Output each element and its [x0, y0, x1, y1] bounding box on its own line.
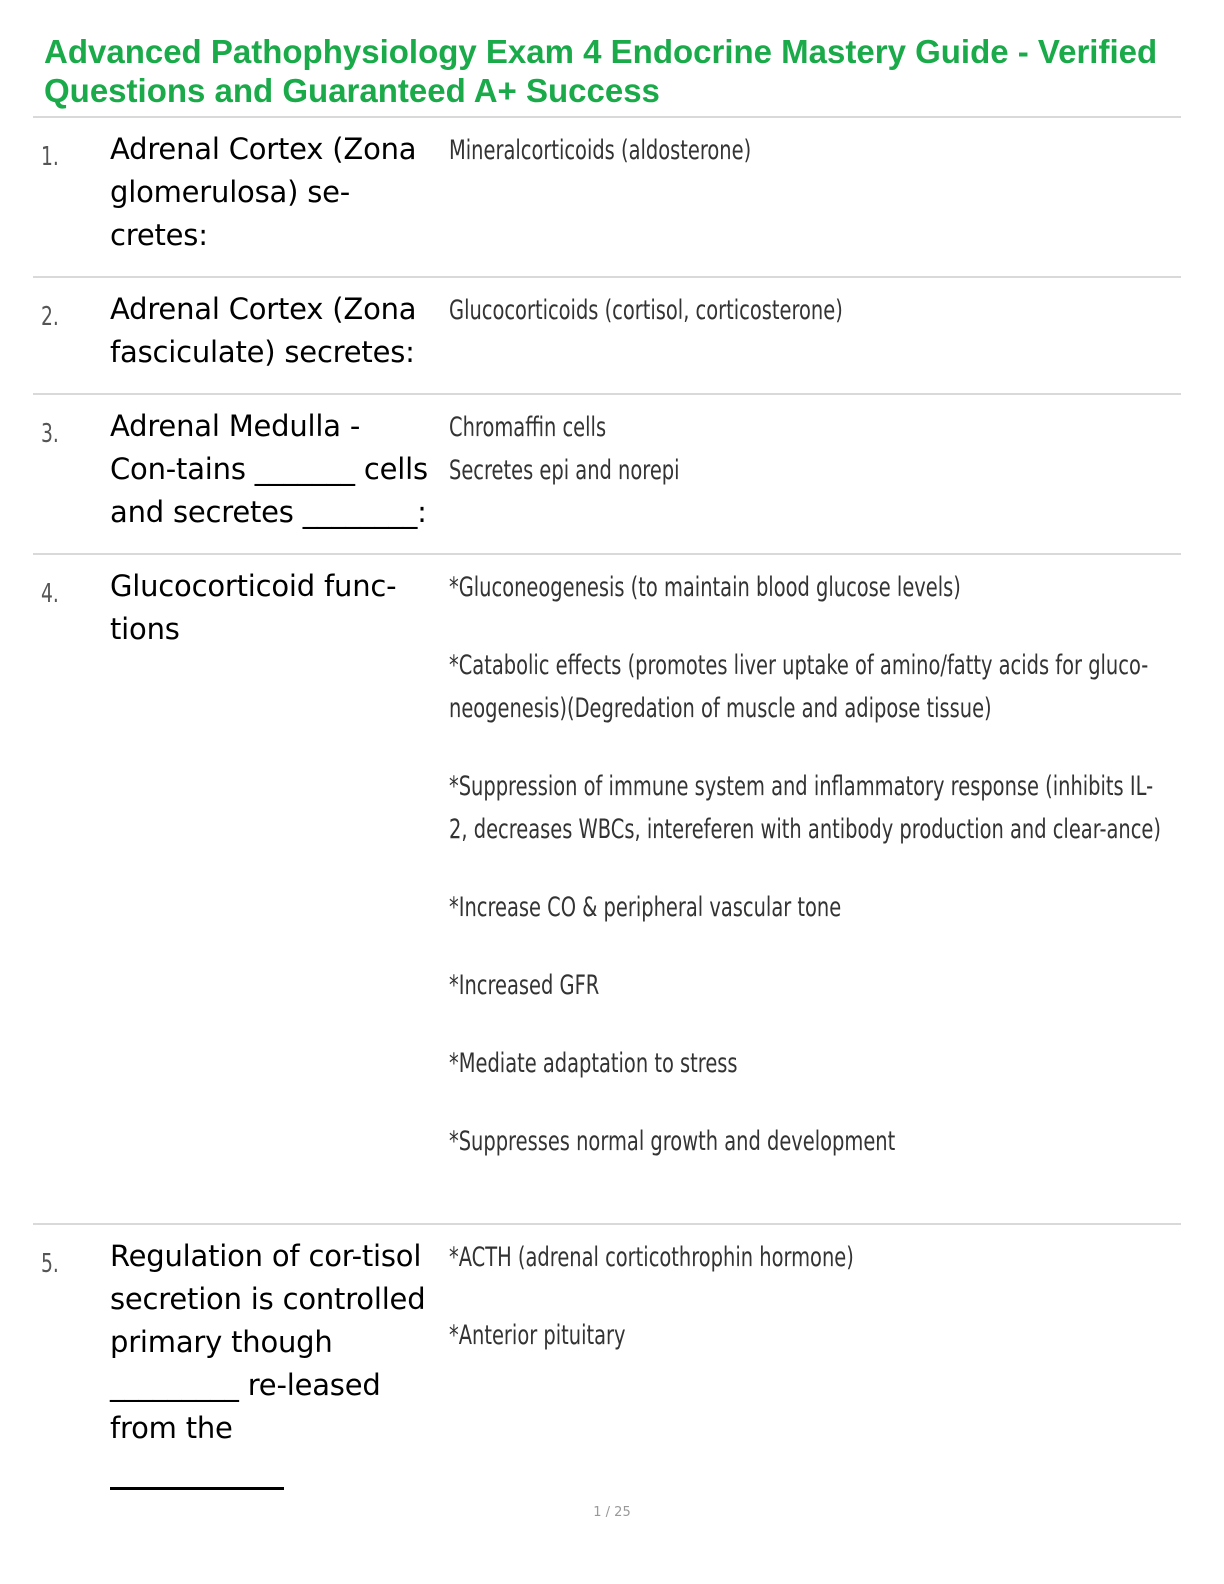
page-number: 1 / 25	[593, 1505, 631, 1520]
qa-row	[33, 1225, 1181, 1515]
answer-text: Chromaffin cells Secretes epi and norepi	[449, 412, 680, 486]
qa-list	[33, 118, 1181, 1515]
question-text: Adrenal Cortex (Zona glomerulosa) se-cretes:	[110, 132, 417, 252]
item-number: 4.	[41, 579, 59, 609]
answer-block	[449, 406, 1169, 492]
item-number: 5.	[41, 1249, 59, 1279]
question-text: Adrenal Cortex (Zona fasciculate) secretes:	[110, 292, 417, 369]
answer-block	[449, 129, 1169, 172]
answer-text: *Gluconeogenesis (to maintain blood glucose levels)	[449, 572, 961, 603]
answer-text: *Increase CO & peripheral vascular tone	[449, 892, 842, 923]
answer-text: *ACTH (adrenal corticothrophin hormone)	[449, 1242, 854, 1273]
answer-text: *Suppresses normal growth and development	[449, 1126, 896, 1157]
answer-text: Mineralcorticoids (aldosterone)	[449, 135, 752, 166]
question-text: Regulation of cor-tisol secretion is controlled primary though _________ re-leased from the	[110, 1239, 426, 1445]
item-number: 2.	[41, 302, 59, 332]
answer-blank-line	[110, 1487, 284, 1490]
answer-text: *Suppression of immune system and inflammatory response (inhibits IL-2, decreases WBCs, intereferen with antibody production and clear-ance)	[449, 771, 1161, 845]
answer-block	[449, 1236, 1169, 1357]
question-text: Adrenal Medulla - Con-tains _______ cells and secretes ________:	[110, 409, 428, 529]
answer-text: Glucocorticoids (cortisol, corticosterone)	[449, 295, 843, 326]
answer-text: *Anterior pituitary	[449, 1320, 626, 1351]
document-title: Advanced Pathophysiology Exam 4 Endocrine Mastery Guide - Verified Questions and Guaranteed A+ Success	[44, 33, 1158, 109]
qa-row	[33, 395, 1181, 555]
qa-row	[33, 555, 1181, 1225]
item-number: 1.	[41, 142, 59, 172]
qa-row	[33, 118, 1181, 278]
question-text: Glucocorticoid func-tions	[110, 569, 397, 646]
answer-block	[449, 289, 1169, 332]
answer-text: *Increased GFR	[449, 970, 600, 1001]
answer-block	[449, 566, 1169, 1163]
answer-text: *Catabolic effects (promotes liver uptake of amino/fatty acids for gluco-neogenesis)(Degredation of muscle and adipose tissue)	[449, 650, 1149, 724]
item-number: 3.	[41, 419, 59, 449]
answer-text: *Mediate adaptation to stress	[449, 1048, 738, 1079]
qa-row	[33, 278, 1181, 395]
